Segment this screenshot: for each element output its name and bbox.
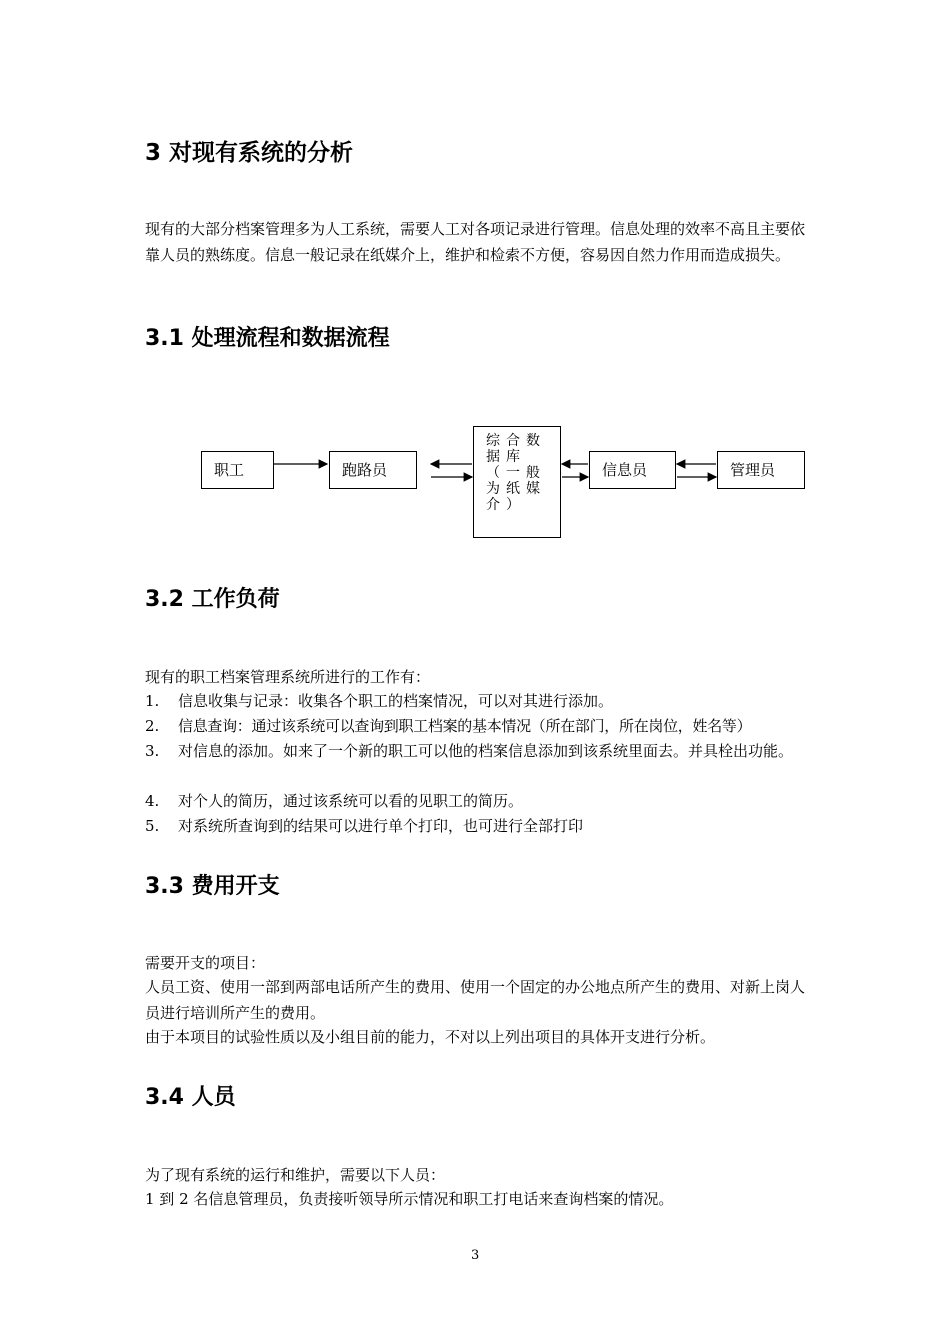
node-info-clerk-label: 信息员 — [602, 461, 648, 479]
section-3-3-title: 3.3 费用开支 — [145, 874, 280, 899]
flow-diagram — [0, 0, 950, 600]
list-item-text: 信息收集与记录：收集各个职工的档案情况，可以对其进行添加。 — [178, 692, 614, 710]
list-item-number: 3. — [145, 742, 160, 760]
list-item-text: 对个人的简历，通过该系统可以看的见职工的简历。 — [178, 792, 524, 810]
list-item-number: 2. — [145, 717, 160, 735]
flow-arrows — [0, 0, 950, 600]
section-3-4-p1: 为了现有系统的运行和维护，需要以下人员： — [145, 1166, 446, 1184]
section-3-3-p1: 需要开支的项目： — [145, 954, 266, 972]
list-item-number: 5. — [145, 817, 160, 835]
section-3-intro: 现有的大部分档案管理多为人工系统，需要人工对各项记录进行管理。信息处理的效率不高且主要依靠人员的熟练度。信息一般记录在纸媒介上，维护和检索不方便，容易因自然力作用而造成损失。 — [145, 220, 806, 264]
section-3-3-p2: 人员工资、使用一部到两部电话所产生的费用、使用一个固定的办公地点所产生的费用、对新上岗人员进行培训所产生的费用。 — [145, 978, 806, 1022]
node-runner-label: 跑路员 — [342, 461, 388, 479]
list-item-number: 1. — [145, 692, 160, 710]
list-item-text: 信息查询：通过该系统可以查询到职工档案的基本情况（所在部门，所在岗位，姓名等） — [178, 717, 752, 735]
node-manager-label: 管理员 — [730, 461, 776, 479]
section-3-2-title: 3.2 工作负荷 — [145, 587, 280, 612]
list-item-number: 4. — [145, 792, 160, 810]
list-item-text: 对信息的添加。如来了一个新的职工可以他的档案信息添加到该系统里面去。并具栓出功能。 — [178, 742, 794, 760]
list-item-text: 对系统所查询到的结果可以进行单个打印，也可进行全部打印 — [178, 817, 584, 835]
section-3-1-title: 3.1 处理流程和数据流程 — [145, 326, 390, 351]
section-3-4-p2: 1 到 2 名信息管理员，负责接听领导所示情况和职工打电话来查询档案的情况。 — [145, 1190, 674, 1208]
page-number: 3 — [471, 1248, 480, 1263]
section-3-2-intro: 现有的职工档案管理系统所进行的工作有： — [145, 668, 431, 686]
node-employee-label: 职工 — [214, 461, 245, 479]
section-3-title: 3 对现有系统的分析 — [145, 140, 354, 166]
node-database: 综合数据库（一般为纸媒介） — [473, 426, 561, 538]
section-3-3-p3: 由于本项目的试验性质以及小组目前的能力，不对以上列出项目的具体开支进行分析。 — [145, 1028, 716, 1046]
section-3-4-title: 3.4 人员 — [145, 1085, 236, 1110]
